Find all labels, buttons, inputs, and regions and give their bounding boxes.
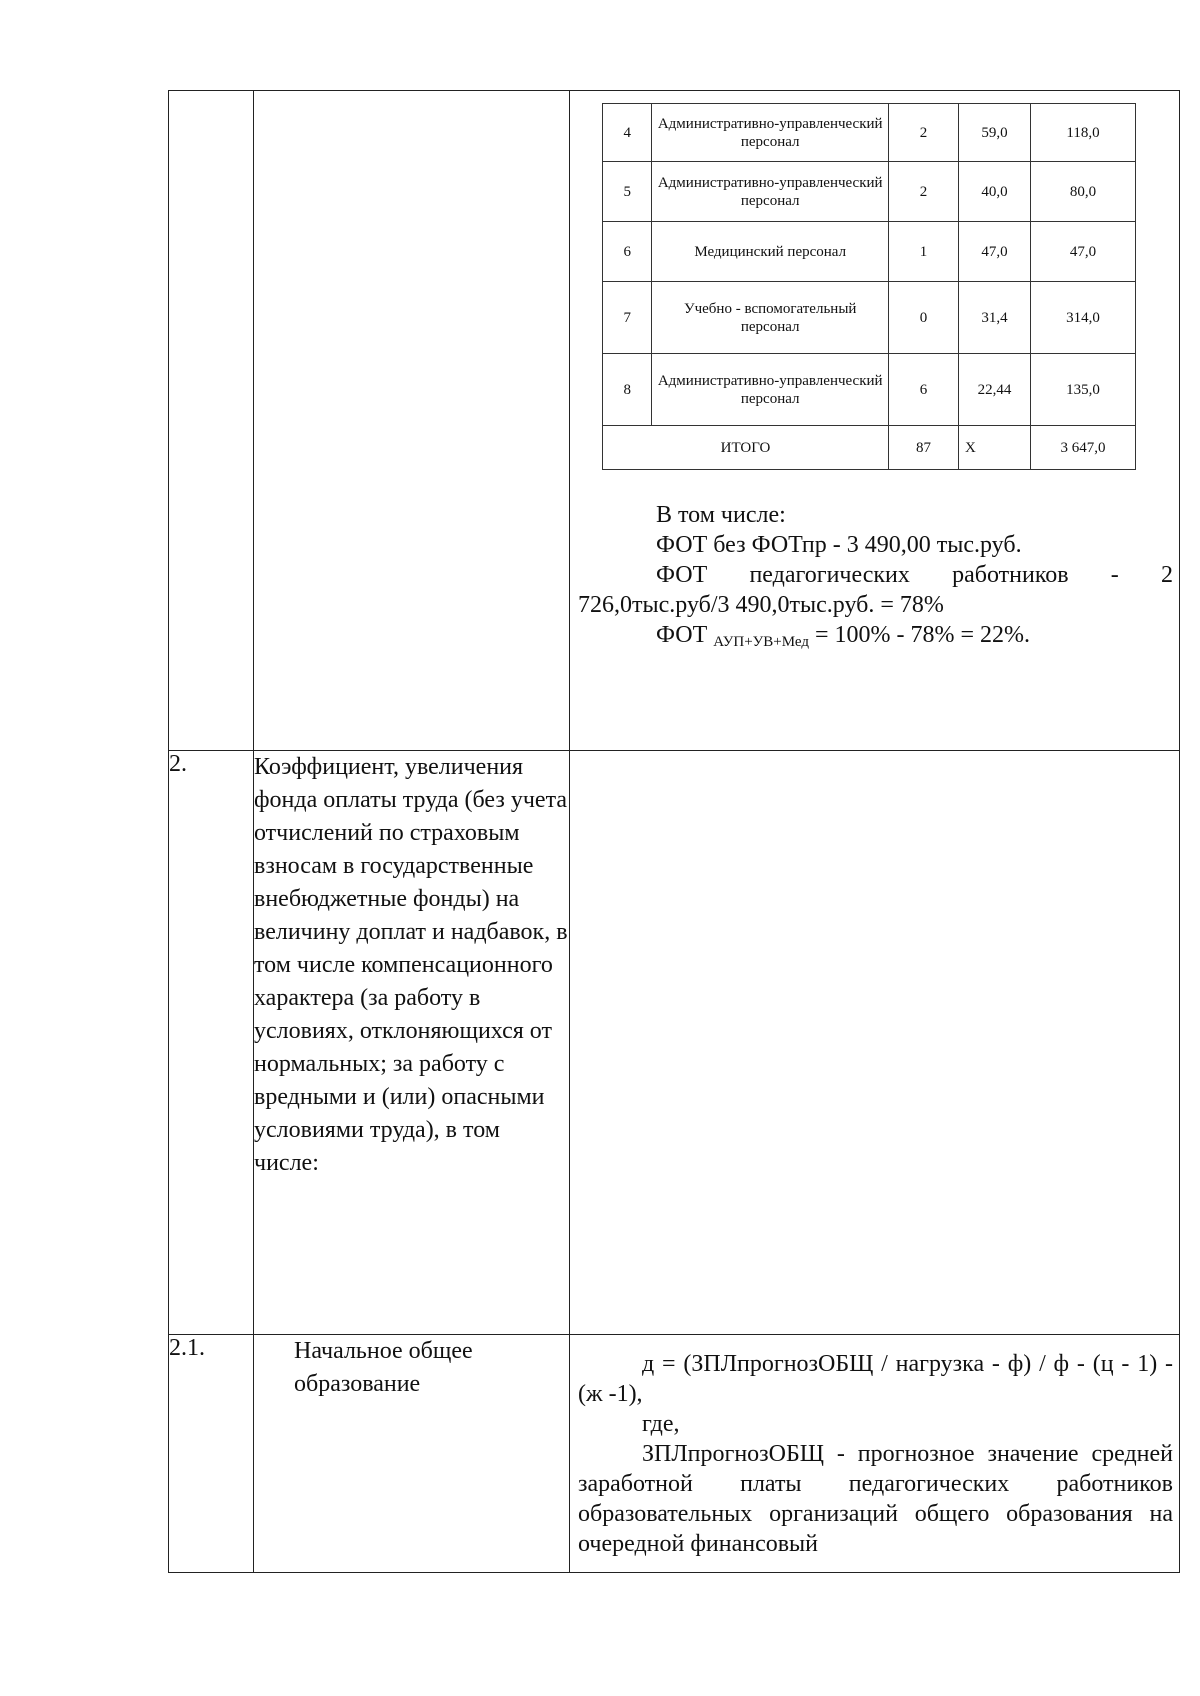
notes-line: [578, 620, 1173, 657]
staff-sum: 47,0: [1031, 222, 1136, 282]
row-index: 8: [603, 354, 652, 426]
row-content-cell: [570, 91, 1180, 751]
table-row: [169, 91, 1180, 751]
staff-sum: 135,0: [1031, 354, 1136, 426]
formula-prefix: ФОТ: [656, 622, 708, 648]
formula-where: где,: [642, 1411, 680, 1437]
table-row: [603, 104, 1136, 162]
row-index: 6: [603, 222, 652, 282]
staff-count: 2: [889, 162, 959, 222]
table-row: [603, 282, 1136, 354]
table-row: [603, 354, 1136, 426]
staff-category: Медицинский персонал: [652, 222, 889, 282]
staff-count: 1: [889, 222, 959, 282]
section-number: 2.: [169, 751, 254, 1335]
staff-rate: 47,0: [959, 222, 1031, 282]
staff-rate: 31,4: [959, 282, 1031, 354]
staff-category: Административно-управленческий персонал: [652, 104, 889, 162]
staff-count: 0: [889, 282, 959, 354]
staff-sum: 314,0: [1031, 282, 1136, 354]
formula-text: д = (ЗПЛпрогнозОБЩ / нагрузка - ф) / ф - (ц - 1) - (ж -1),: [578, 1351, 1173, 1407]
payroll-notes: [570, 500, 1179, 657]
staff-rate: 59,0: [959, 104, 1031, 162]
table-row: [603, 162, 1136, 222]
total-label: ИТОГО: [603, 426, 889, 470]
table-row: [169, 1335, 1180, 1573]
total-count: 87: [889, 426, 959, 470]
row-label-cell: [254, 91, 570, 751]
row-index: 7: [603, 282, 652, 354]
staff-rate: 40,0: [959, 162, 1031, 222]
table-row: [169, 751, 1180, 1335]
total-rate: Х: [959, 426, 1031, 470]
staff-rate: 22,44: [959, 354, 1031, 426]
row-index: 4: [603, 104, 652, 162]
formula-block: [570, 1335, 1179, 1559]
notes-line: ФОТ педагогических работников - 2: [656, 562, 1173, 588]
staff-category: Административно-управленческий персонал: [652, 354, 889, 426]
section-number: 2.1.: [169, 1335, 254, 1573]
notes-line: 726,0тыс.руб/3 490,0тыс.руб. = 78%: [578, 592, 944, 618]
section-content: [570, 1335, 1180, 1573]
row-number-cell: [169, 91, 254, 751]
total-row: [603, 426, 1136, 470]
staff-table: [602, 103, 1136, 470]
row-index: 5: [603, 162, 652, 222]
section-content: [570, 751, 1180, 1335]
staff-sum: 118,0: [1031, 104, 1136, 162]
staff-category: Административно-управленческий персонал: [652, 162, 889, 222]
staff-count: 2: [889, 104, 959, 162]
staff-count: 6: [889, 354, 959, 426]
staff-category: Учебно - вспомогательный персонал: [652, 282, 889, 354]
formula-subscript: АУП+УВ+Мед: [713, 634, 809, 650]
notes-line: ФОТ без ФОТпр - 3 490,00 тыс.руб.: [656, 532, 1022, 558]
formula-definition: ЗПЛпрогнозОБЩ - прогнозное значение средней заработной платы педагогических работников образовательных организаций общего образования на очередной финансовый: [578, 1441, 1173, 1557]
notes-line: В том числе:: [656, 502, 786, 528]
main-table: [168, 90, 1180, 1573]
formula-suffix: = 100% - 78% = 22%.: [815, 622, 1031, 648]
total-sum: 3 647,0: [1031, 426, 1136, 470]
section-label: Начальное общее образование: [254, 1335, 570, 1573]
section-label: Коэффициент, увеличения фонда оплаты труда (без учета отчислений по страховым взносам в государственные внебюджетные фонды) на величину доплат и надбавок, в том числе компенсационного характера (за работу в условиях, отклоняющихся от нормальных; за работу с вредными и (или) опасными условиями труда), в том числе:: [254, 751, 570, 1335]
table-row: [603, 222, 1136, 282]
staff-sum: 80,0: [1031, 162, 1136, 222]
